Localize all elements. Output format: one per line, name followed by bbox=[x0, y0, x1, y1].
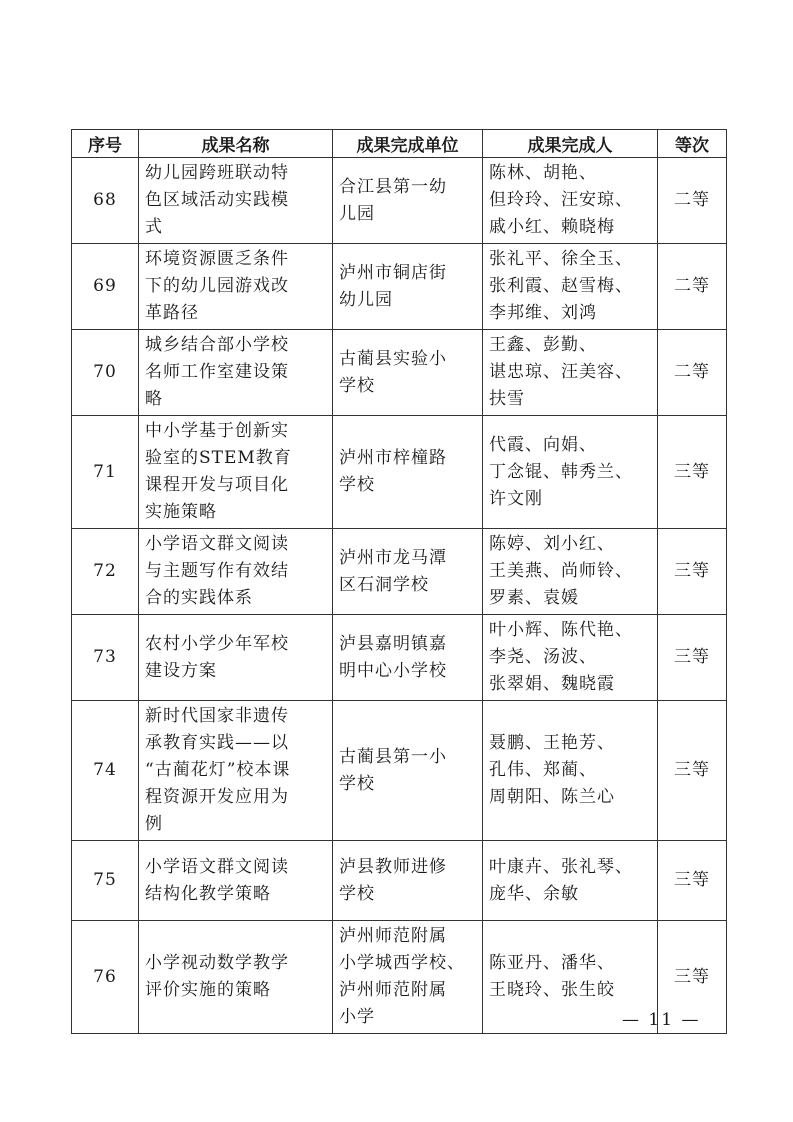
table-row bbox=[72, 841, 727, 921]
cell-serial: 69 bbox=[72, 244, 139, 330]
cell-title-line: 验室的STEM教育 bbox=[145, 448, 292, 468]
cell-grade: 三等 bbox=[658, 701, 727, 841]
cell-unit-line: 古蔺县第一小 bbox=[339, 746, 447, 767]
table-header-row bbox=[72, 130, 727, 158]
cell-people-line: 王鑫、彭勤、 bbox=[489, 335, 597, 355]
cell-title-line: 下的幼儿园游戏改 bbox=[145, 276, 289, 296]
table-body bbox=[72, 158, 727, 1034]
cell-serial: 73 bbox=[72, 615, 139, 701]
cell-unit bbox=[333, 921, 483, 1034]
cell-unit-line: 古蔺县实验小 bbox=[339, 348, 447, 369]
cell-title-line: 中小学基于创新实 bbox=[145, 421, 289, 441]
cell-title-line: 承教育实践——以 bbox=[145, 733, 289, 753]
cell-title-line: 小学语文群文阅读 bbox=[145, 534, 289, 554]
cell-grade: 二等 bbox=[658, 330, 727, 416]
cell-unit-line: 泸县教师进修 bbox=[339, 856, 447, 877]
cell-people-line: 李尧、汤波、 bbox=[489, 647, 597, 667]
cell-serial: 68 bbox=[72, 158, 139, 244]
cell-people-line: 李邦维、刘鸿 bbox=[489, 303, 597, 323]
cell-unit-line: 泸州师范附属 bbox=[339, 980, 447, 1000]
cell-grade: 三等 bbox=[658, 841, 727, 921]
cell-unit bbox=[333, 615, 483, 701]
cell-people-line: 陈婷、刘小红、 bbox=[489, 534, 615, 554]
table-row bbox=[72, 416, 727, 529]
header-title: 成果名称 bbox=[139, 130, 333, 158]
cell-people bbox=[483, 701, 658, 841]
table-row bbox=[72, 615, 727, 701]
cell-people bbox=[483, 158, 658, 244]
cell-title-line: 式 bbox=[145, 217, 163, 237]
cell-unit-line: 学校 bbox=[339, 375, 375, 396]
cell-people-line: 丁念锟、韩秀兰、 bbox=[489, 461, 633, 482]
cell-title bbox=[139, 921, 333, 1034]
header-serial: 序号 bbox=[72, 130, 139, 158]
cell-unit-line: 泸州市铜店街 bbox=[339, 262, 447, 283]
cell-title bbox=[139, 841, 333, 921]
cell-people-line: 谌忠琼、汪美容、 bbox=[489, 362, 633, 382]
cell-title-line: 建设方案 bbox=[145, 660, 217, 681]
cell-people-line: 王晓玲、张生皎 bbox=[489, 980, 615, 1000]
cell-people-line: 戚小红、赖晓梅 bbox=[489, 217, 615, 237]
cell-people-line: 王美燕、尚师铃、 bbox=[489, 561, 633, 581]
cell-title-line: 略 bbox=[145, 389, 163, 409]
cell-people-line: 张礼平、徐全玉、 bbox=[489, 249, 633, 269]
cell-serial: 70 bbox=[72, 330, 139, 416]
cell-unit-line: 儿园 bbox=[339, 203, 375, 224]
cell-people-line: 但玲玲、汪安琼、 bbox=[489, 190, 633, 210]
cell-people bbox=[483, 529, 658, 615]
cell-title bbox=[139, 158, 333, 244]
cell-unit bbox=[333, 330, 483, 416]
cell-unit-line: 泸县嘉明镇嘉 bbox=[339, 633, 447, 654]
cell-title-line: 评价实施的策略 bbox=[145, 980, 271, 1000]
cell-people-line: 叶小辉、陈代艳、 bbox=[489, 620, 633, 640]
cell-people bbox=[483, 416, 658, 529]
cell-people-line: 陈林、胡艳、 bbox=[489, 163, 597, 183]
cell-serial: 76 bbox=[72, 921, 139, 1034]
cell-title bbox=[139, 615, 333, 701]
cell-title-line: 革路径 bbox=[145, 303, 199, 323]
cell-serial: 72 bbox=[72, 529, 139, 615]
cell-unit-line: 明中心小学校 bbox=[339, 660, 447, 681]
cell-people-line: 扶雪 bbox=[489, 389, 525, 409]
awards-table bbox=[71, 129, 727, 1034]
cell-people-line: 周朝阳、陈兰心 bbox=[489, 787, 615, 807]
cell-people-line: 罗素、袁媛 bbox=[489, 588, 579, 608]
cell-title-line: 幼儿园跨班联动特 bbox=[145, 163, 289, 183]
cell-grade: 三等 bbox=[658, 615, 727, 701]
cell-title bbox=[139, 701, 333, 841]
cell-title-line: 名师工作室建设策 bbox=[145, 362, 289, 382]
cell-people bbox=[483, 841, 658, 921]
cell-unit-line: 幼儿园 bbox=[339, 289, 393, 310]
cell-people-line: 代霞、向娟、 bbox=[489, 434, 597, 455]
cell-title-line: 实施策略 bbox=[145, 502, 217, 522]
cell-unit bbox=[333, 244, 483, 330]
cell-people bbox=[483, 615, 658, 701]
cell-serial: 71 bbox=[72, 416, 139, 529]
cell-title bbox=[139, 416, 333, 529]
cell-grade: 二等 bbox=[658, 158, 727, 244]
cell-title bbox=[139, 529, 333, 615]
header-grade: 等次 bbox=[658, 130, 727, 158]
cell-people bbox=[483, 244, 658, 330]
cell-title-line: 农村小学少年军校 bbox=[145, 633, 289, 654]
cell-people-line: 张利霞、赵雪梅、 bbox=[489, 276, 633, 296]
cell-title-line: 例 bbox=[145, 814, 163, 834]
cell-title bbox=[139, 330, 333, 416]
cell-unit-line: 泸州市龙马潭 bbox=[339, 547, 447, 568]
cell-unit-line: 学校 bbox=[339, 883, 375, 904]
cell-people-line: 聂鹏、王艳芳、 bbox=[489, 733, 615, 753]
cell-people-line: 张翠娟、魏晓霞 bbox=[489, 674, 615, 694]
cell-unit-line: 学校 bbox=[339, 475, 375, 495]
cell-people-line: 孔伟、郑蔺、 bbox=[489, 760, 597, 780]
cell-grade: 三等 bbox=[658, 921, 727, 1034]
cell-people-line: 陈亚丹、潘华、 bbox=[489, 953, 615, 973]
cell-grade: 三等 bbox=[658, 529, 727, 615]
cell-unit bbox=[333, 841, 483, 921]
cell-serial: 75 bbox=[72, 841, 139, 921]
table-row bbox=[72, 244, 727, 330]
cell-unit-line: 泸州师范附属 bbox=[339, 926, 447, 946]
cell-title-line: 结构化教学策略 bbox=[145, 883, 271, 904]
cell-unit-line: 区石洞学校 bbox=[339, 574, 429, 595]
cell-people bbox=[483, 330, 658, 416]
cell-title-line: 课程开发与项目化 bbox=[145, 475, 289, 495]
cell-unit-line: 小学城西学校、 bbox=[339, 953, 465, 973]
table-row bbox=[72, 529, 727, 615]
cell-grade: 二等 bbox=[658, 244, 727, 330]
cell-grade: 三等 bbox=[658, 416, 727, 529]
cell-unit-line: 学校 bbox=[339, 773, 375, 794]
cell-title-line: “古蔺花灯”校本课 bbox=[145, 760, 291, 780]
cell-serial: 74 bbox=[72, 701, 139, 841]
cell-unit-line: 泸州市梓橦路 bbox=[339, 448, 447, 468]
table-row bbox=[72, 701, 727, 841]
cell-title-line: 新时代国家非遗传 bbox=[145, 706, 289, 726]
cell-title-line: 程资源开发应用为 bbox=[145, 787, 289, 807]
table-row bbox=[72, 330, 727, 416]
cell-title-line: 城乡结合部小学校 bbox=[145, 335, 289, 355]
cell-unit-line: 小学 bbox=[339, 1007, 375, 1027]
cell-title-line: 与主题写作有效结 bbox=[145, 561, 289, 581]
cell-unit bbox=[333, 416, 483, 529]
cell-title-line: 小学视动数学教学 bbox=[145, 953, 289, 973]
cell-unit bbox=[333, 158, 483, 244]
header-people: 成果完成人 bbox=[483, 130, 658, 158]
cell-title-line: 小学语文群文阅读 bbox=[145, 856, 289, 877]
cell-people-line: 叶康卉、张礼琴、 bbox=[489, 856, 633, 877]
cell-title-line: 色区域活动实践模 bbox=[145, 190, 289, 210]
cell-people-line: 许文刚 bbox=[489, 488, 543, 509]
table-row bbox=[72, 158, 727, 244]
cell-people-line: 庞华、余敏 bbox=[489, 883, 579, 904]
cell-title bbox=[139, 244, 333, 330]
cell-unit bbox=[333, 701, 483, 841]
cell-unit-line: 合江县第一幼 bbox=[339, 176, 447, 197]
cell-unit bbox=[333, 529, 483, 615]
cell-title-line: 环境资源匮乏条件 bbox=[145, 249, 289, 269]
header-unit: 成果完成单位 bbox=[333, 130, 483, 158]
page-number: — 11 — bbox=[622, 1010, 701, 1030]
cell-title-line: 合的实践体系 bbox=[145, 588, 253, 608]
